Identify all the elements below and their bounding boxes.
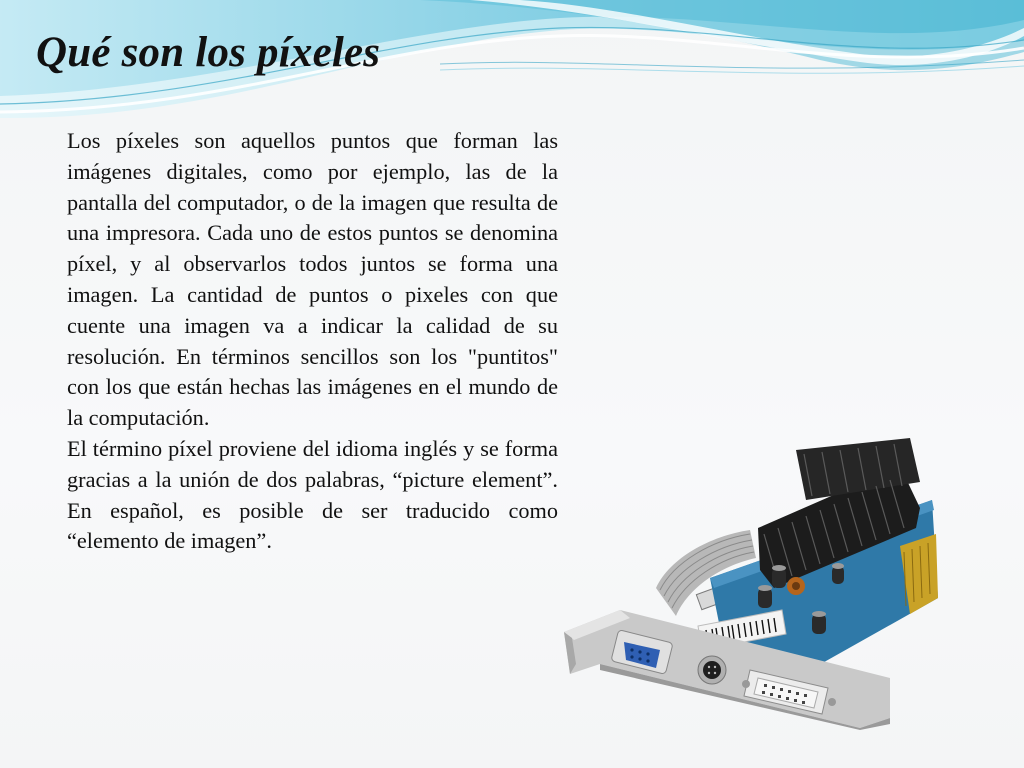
slide-title: Qué son los píxeles [36, 29, 381, 76]
paragraph-definition: Los píxeles son aquellos puntos que forman las imágenes digitales, como por ejemplo, las de la pantalla del computador, o de la imagen que resulta de una impresora. Cada uno de estos puntos se denomina píxel, y al observarlos todos juntos se forma una imagen. La cantidad de puntos o pixeles con que cuente una imagen va a indicar la calidad de su resolución. En términos sencillos son los "puntitos" con los que están hechas las imágenes en el mundo de la computación. [67, 128, 558, 431]
body-text [67, 126, 558, 557]
svideo-port-icon [698, 656, 726, 684]
graphics-card-image [560, 438, 944, 730]
paragraph-etymology: El término píxel proviene del idioma inglés y se forma gracias a la unión de dos palabras, “picture element”. En español, es posible de ser traducido como “elemento de imagen”. [67, 435, 558, 554]
